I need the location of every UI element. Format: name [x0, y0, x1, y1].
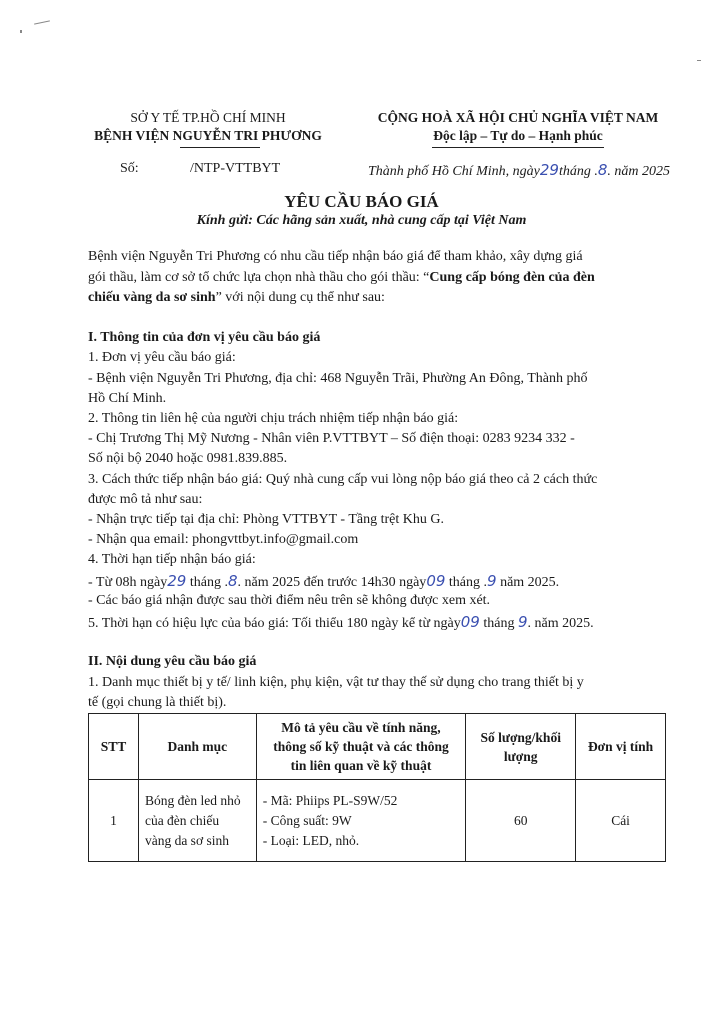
- scan-mark: [34, 20, 50, 24]
- scan-mark: [697, 60, 701, 61]
- row-quantity: 60: [466, 780, 576, 862]
- section-1-line: - Chị Trương Thị Mỹ Nương - Nhân viên P.VTTBYT – Số điện thoại: 0283 9234 332 -: [88, 431, 575, 446]
- deadline-text: . năm 2025 đến trước 14h30 ngày: [237, 575, 427, 590]
- validity-text: tháng: [479, 616, 518, 631]
- document-title: YÊU CẦU BÁO GIÁ: [284, 192, 439, 211]
- deadline-start-month: 8: [227, 572, 238, 590]
- motto-underline: [432, 147, 604, 148]
- col-header-description-line: thông số kỹ thuật và các thông: [273, 739, 449, 754]
- doc-number-label: Số:: [120, 161, 139, 176]
- row-spec-line: - Công suất: 9W: [262, 812, 352, 828]
- deadline-text: - Từ 08h ngày: [88, 575, 168, 590]
- section-1-line: 1. Đơn vị yêu cầu báo giá:: [88, 350, 236, 365]
- deadline-text: năm 2025.: [496, 575, 560, 590]
- intro-line-3: [88, 290, 385, 306]
- hospital-name: BỆNH VIỆN NGUYỄN TRI PHƯƠNG: [94, 128, 322, 143]
- validity-month: 9: [517, 613, 528, 631]
- section-2-line: tế (gọi chung là thiết bị).: [88, 695, 227, 710]
- col-header-quantity: [466, 714, 576, 780]
- table-header-row: [89, 714, 666, 780]
- section-1-line: 4. Thời hạn tiếp nhận báo giá:: [88, 552, 256, 567]
- section-1-line: Hồ Chí Minh.: [88, 391, 167, 406]
- country-name: CỘNG HOÀ XÃ HỘI CHỦ NGHĨA VIỆT NAM: [377, 110, 659, 125]
- col-header-quantity-line: Số lượng/khối: [480, 729, 561, 745]
- col-header-description-line: tin liên quan về kỹ thuật: [290, 758, 432, 773]
- row-stt: 1: [89, 780, 139, 862]
- row-spec-line: - Mã: Phiips PL-S9W/52: [262, 792, 398, 808]
- section-1-line: - Bệnh viện Nguyễn Tri Phương, địa chỉ: 468 Nguyễn Trãi, Phường An Đông, Thành phố: [88, 371, 588, 386]
- validity-text: . năm 2025.: [527, 616, 594, 631]
- issue-date-suffix: . năm 2025: [607, 164, 671, 179]
- section-2-heading: II. Nội dung yêu cầu báo giá: [88, 654, 257, 669]
- issue-date-day: 29: [539, 161, 559, 179]
- section-1-line: - Nhận trực tiếp tại địa chỉ: Phòng VTTBYT - Tầng trệt Khu G.: [88, 512, 444, 527]
- section-2-line: 1. Danh mục thiết bị y tế/ linh kiện, phụ kiện, vật tư thay thế sử dụng cho trang thiết bị y: [88, 675, 584, 690]
- col-header-description: [256, 714, 466, 780]
- row-unit: Cái: [576, 780, 666, 862]
- col-header-category: Danh mục: [138, 714, 256, 780]
- intro-line-2-text: gói thầu, làm cơ sở tổ chức lựa chọn nhà thầu cho gói thầu: “: [88, 270, 430, 285]
- deadline-end-month: 9: [487, 572, 497, 590]
- validity-line: [88, 613, 594, 632]
- intro-line-3-text: ” với nội dung cụ thể như sau:: [215, 290, 385, 305]
- row-category: [138, 780, 256, 862]
- row-category-line: vàng da sơ sinh: [144, 832, 229, 848]
- section-1-line: 3. Cách thức tiếp nhận báo giá: Quý nhà cung cấp vui lòng nộp báo giá theo cả 2 cách thức: [88, 472, 598, 487]
- section-1-line: - Các báo giá nhận được sau thời điểm nêu trên sẽ không được xem xét.: [88, 593, 491, 608]
- issue-date: [368, 161, 670, 180]
- validity-day: 09: [460, 613, 480, 631]
- row-spec: [256, 780, 466, 862]
- equipment-table: [88, 713, 666, 862]
- deadline-text: tháng .: [186, 575, 228, 590]
- table-row: [89, 780, 666, 862]
- row-category-line: của đèn chiếu: [144, 812, 220, 828]
- issue-date-mid: tháng .: [558, 164, 598, 179]
- scan-mark: [20, 30, 22, 33]
- contact-email: - Nhận qua email: phongvttbyt.info@gmail.com: [88, 532, 359, 547]
- package-name-part-2: chiếu vàng da sơ sinh: [88, 290, 216, 305]
- col-header-description-line: Mô tả yêu cầu về tính năng,: [281, 720, 441, 735]
- col-header-unit: Đơn vị tính: [576, 714, 666, 780]
- issue-date-prefix: Thành phố Hồ Chí Minh, ngày: [368, 164, 540, 179]
- section-1-heading: I. Thông tin của đơn vị yêu cầu báo giá: [88, 330, 321, 345]
- row-spec-line: - Loại: LED, nhỏ.: [262, 832, 360, 848]
- deadline-line: [88, 572, 559, 591]
- recipient-line: Kính gửi: Các hãng sản xuất, nhà cung cấp tại Việt Nam: [196, 213, 527, 228]
- validity-text: 5. Thời hạn có hiệu lực của báo giá: Tối thiểu 180 ngày kể từ ngày: [88, 616, 461, 631]
- doc-number-value: /NTP-VTTBYT: [190, 161, 281, 176]
- national-motto: Độc lập – Tự do – Hạnh phúc: [433, 128, 603, 143]
- section-1-line: được mô tả như sau:: [88, 492, 203, 507]
- section-1-line: 2. Thông tin liên hệ của người chịu trách nhiệm tiếp nhận báo giá:: [88, 411, 459, 426]
- col-header-quantity-line: lượng: [503, 748, 538, 764]
- section-1-line: Số nội bộ 2040 hoặc 0981.839.885.: [88, 451, 288, 466]
- intro-line-2: [88, 270, 595, 286]
- package-name-part-1: Cung cấp bóng đèn của đèn: [429, 270, 595, 285]
- ministry-name: SỞ Y TẾ TP.HỒ CHÍ MINH: [130, 110, 286, 125]
- deadline-text: tháng .: [445, 575, 488, 590]
- deadline-start-day: 29: [167, 572, 187, 590]
- hospital-name-underline: [180, 147, 260, 148]
- row-category-line: Bóng đèn led nhỏ: [144, 792, 241, 808]
- col-header-stt: STT: [89, 714, 139, 780]
- deadline-end-day: 09: [426, 572, 446, 590]
- intro-line-1: Bệnh viện Nguyễn Tri Phương có nhu cầu tiếp nhận báo giá để tham khảo, xây dựng giá: [88, 249, 583, 264]
- issue-date-month: 8: [597, 161, 608, 179]
